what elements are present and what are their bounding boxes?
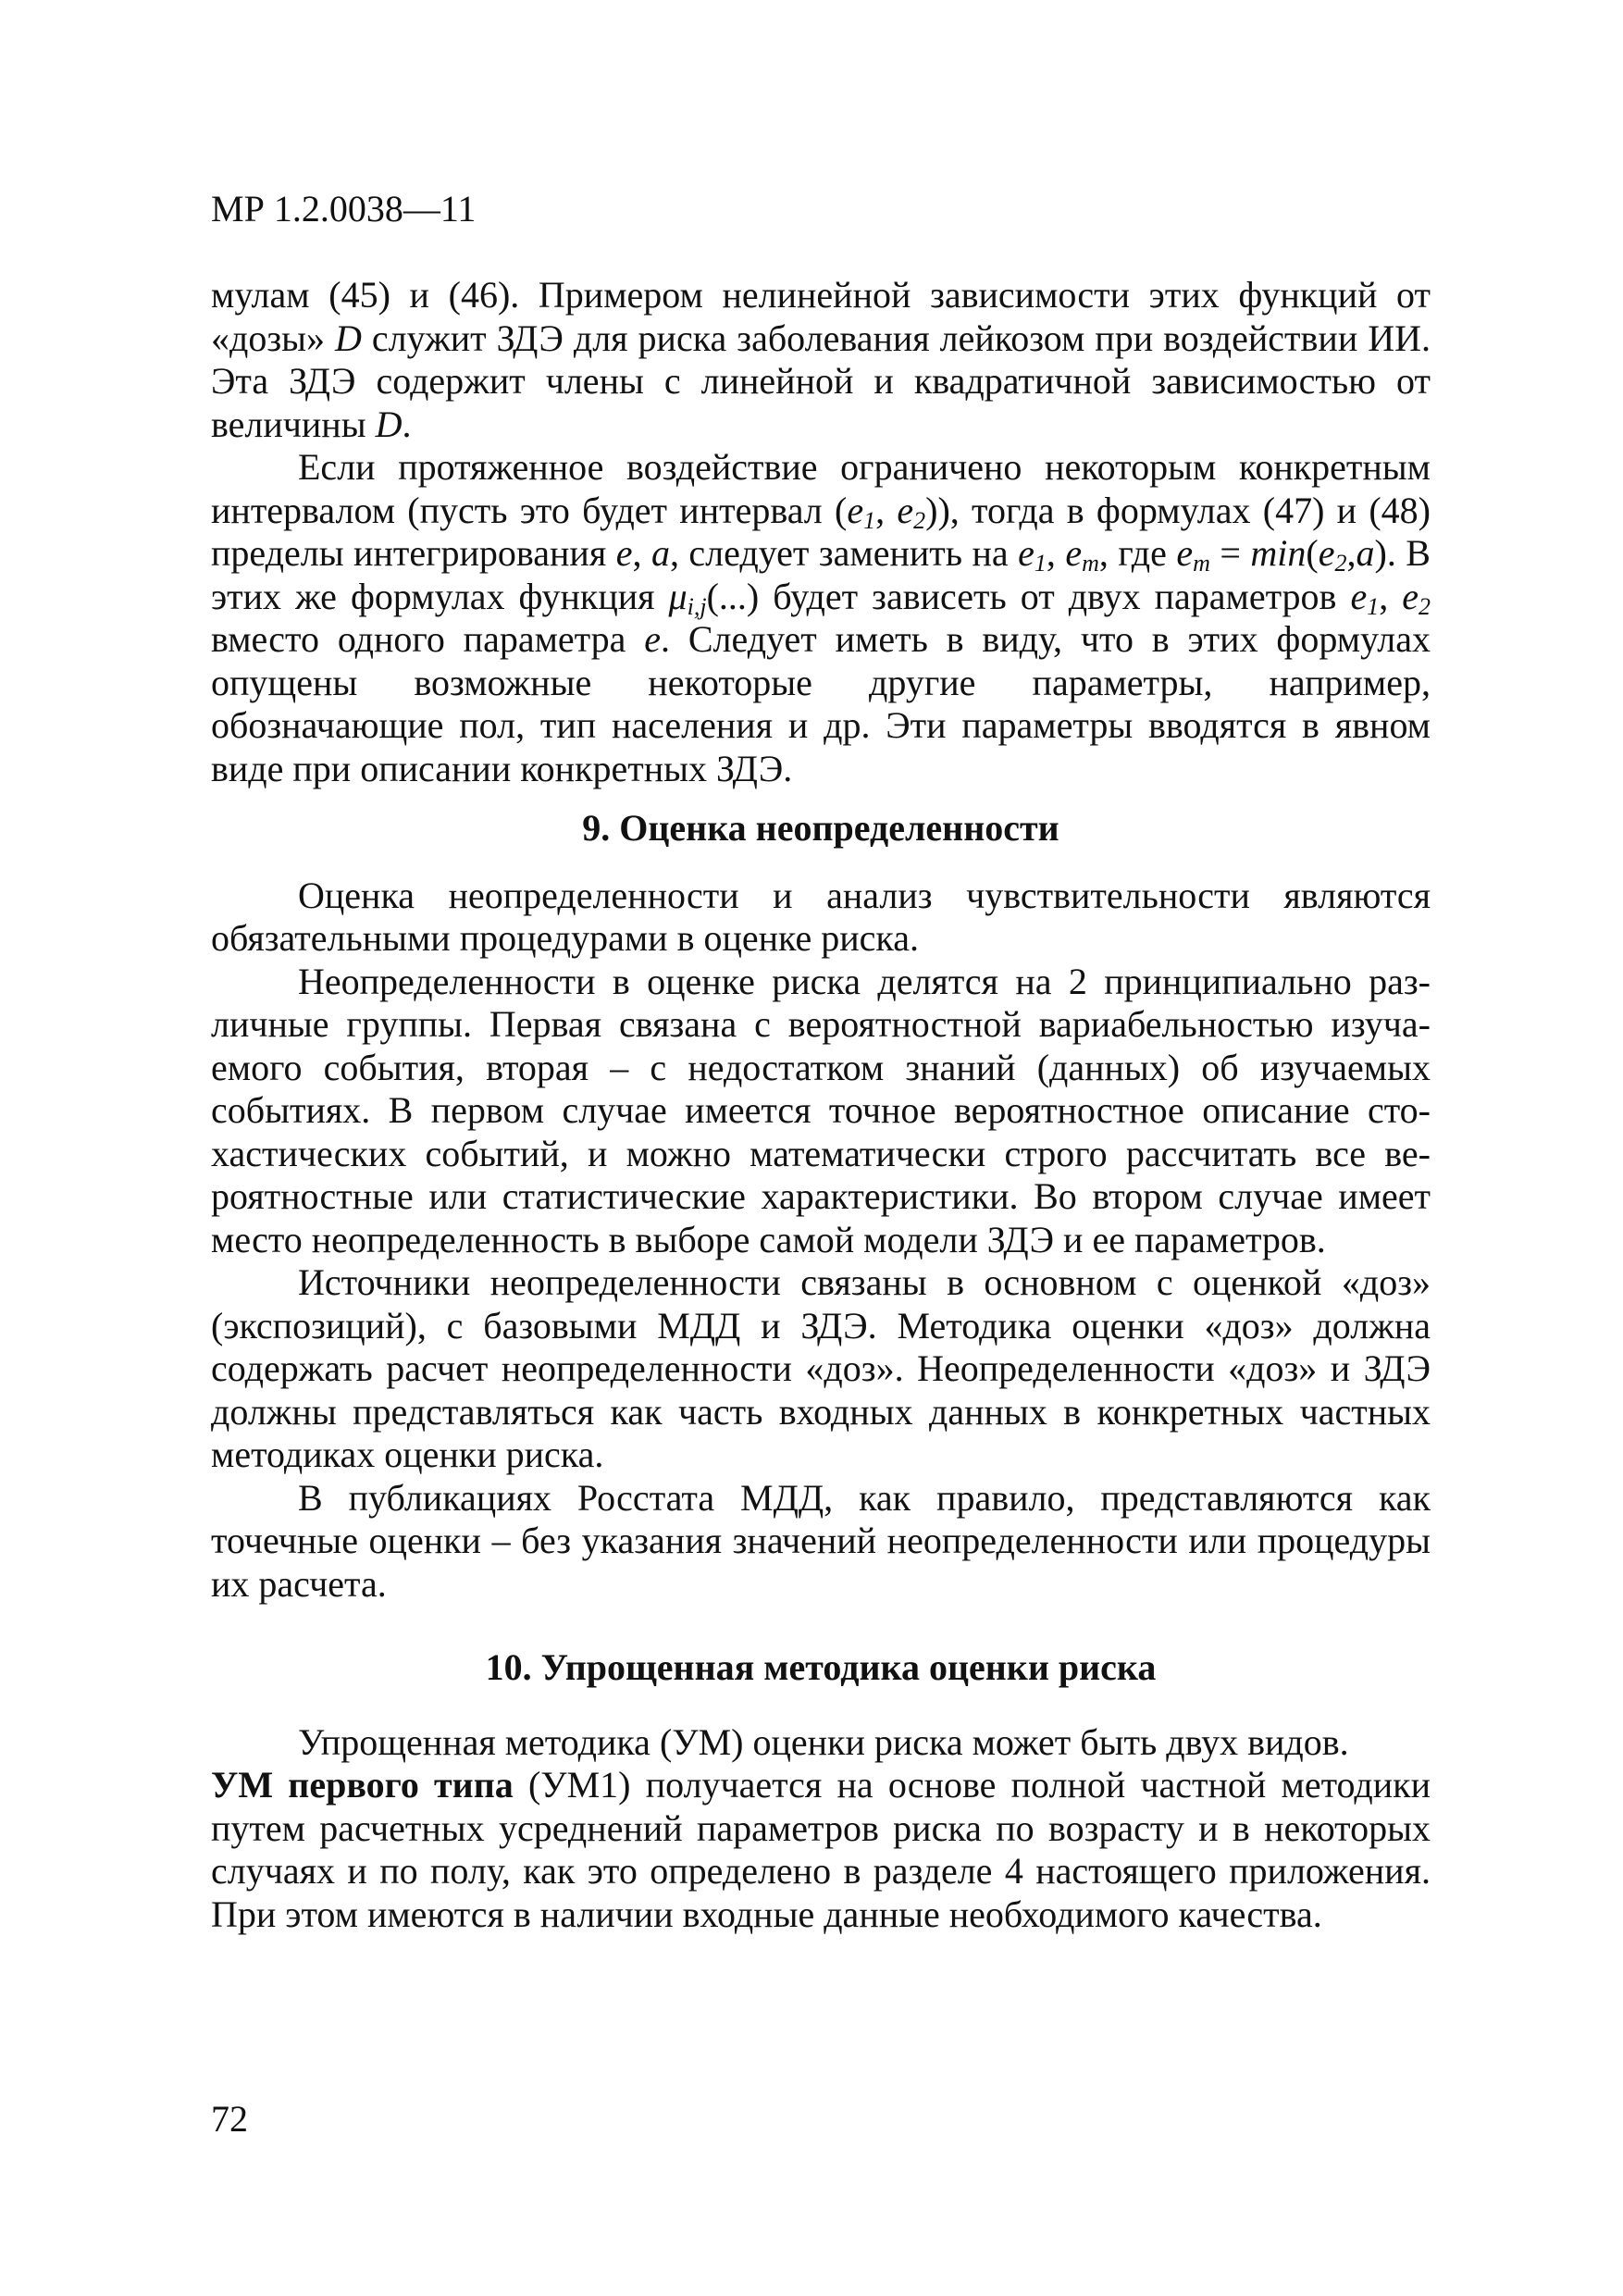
section-heading-10: 10. Упрощенная методика оценки риска	[485, 1646, 1157, 1688]
page-body	[211, 274, 1431, 1936]
paragraph-um1: УМ первого типа (УМ1) получается на основе полной частной методики путем расчетных усреднений параметров риска по возрасту и в некоторых случаях и по полу, как это определено в разделе 4 настоящего приложения. При этом имеются в наличии входные данные необходимого качества.	[211, 1764, 1431, 1935]
paragraph-continuation: мулам (45) и (46). Примером нелинейной зависимости этих функций от «дозы» D служит ЗДЭ для риска заболевания лейкозом при воздействии ИИ. Эта ЗДЭ содержит члены с линейной и квадратичной зависимостью от величины D.	[211, 274, 1431, 445]
paragraph: В публикациях Росстата МДД, как правило, представляются как точечные оценки – без указания значений неопределенности или процедуры их расчета.	[211, 1476, 1431, 1605]
mu-symbol: μ	[668, 575, 688, 617]
variable-d: D	[375, 403, 403, 445]
page-header: МР 1.2.0038—11	[211, 188, 477, 230]
page-number: 72	[211, 2098, 248, 2140]
section-heading-9: 9. Оценка неопределенности	[582, 807, 1059, 849]
paragraph: Оценка неопределенности и анализ чувствительности являются обязательными процедурами в оценке риска.	[211, 874, 1431, 959]
paragraph: Упрощенная методика (УМ) оценки риска может быть двух видов.	[298, 1720, 1349, 1763]
paragraph-interval: Если протяженное воздействие ограничено некоторым конкретным интервалом (пусть это будет интервал ($e_1$, $e_2$)), тогда в формулах (47) и (48) пределы интегрирования e, a, следует заменить на $e_1$, $e_m$, где $e_m = \min(e_2,a)$. В этих же формулах функция $\mu_{i,j}(...)$ будет зависеть от двух параметров $e_1$, $e_2$ вместо одного параметра e. Следует иметь в виду, что в этих формулах опущены возможные некоторые другие параметры, например, обозначающие пол, тип населения и др. Эти параметры вводятся в явном виде при описании конкретных ЗДЭ.	[211, 446, 1431, 789]
paragraph: Неопределенности в оценке риска делятся на 2 принципиально различные группы. Первая связана с вероятностной вариабельностью изучаемого события, вторая – с недостатком знаний (данных) об изучаемых событиях. В первом случае имеется точное вероятностное описание стохастических событий, и можно математически строго рассчитать все вероятностные или статистические характеристики. Во втором случае имеет место неопределенность в выборе самой модели ЗДЭ и ее параметров.	[211, 960, 1431, 1260]
paragraph: Источники неопределенности связаны в основном с оценкой «доз» (экспозиций), с базовыми МДД и ЗДЭ. Методика оценки «доз» должна содержать расчет неопределенности «доз». Неопределенности «доз» и ЗДЭ должны представляться как часть входных данных в конкретных частных методиках оценки риска.	[211, 1261, 1431, 1475]
bold-term: УМ первого типа	[211, 1764, 514, 1806]
variable-d: D	[335, 316, 362, 359]
